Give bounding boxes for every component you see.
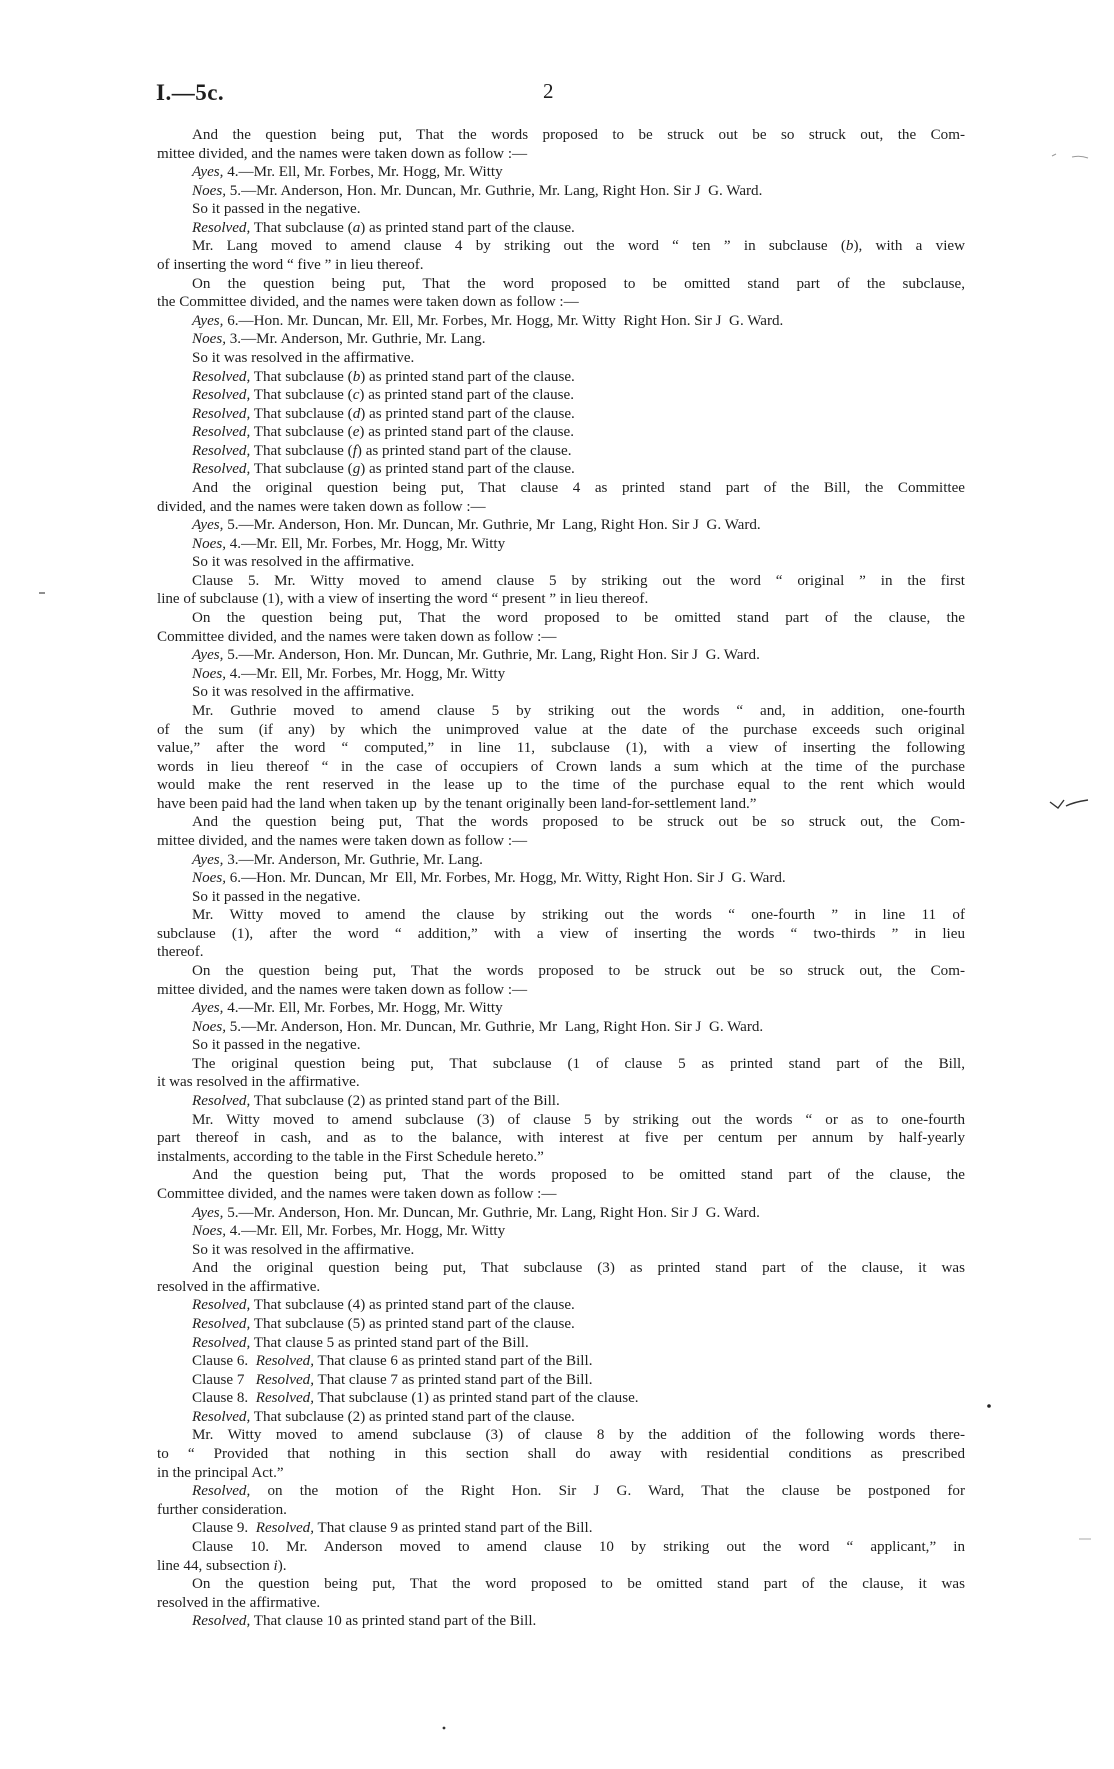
text-segment: And the original question being put, That clause 4 as printed stand part of the Bill, the Committee [192, 479, 965, 496]
text-line [157, 1408, 965, 1427]
left-margin-tick-mark [38, 590, 46, 596]
italic-text-segment: Noes, [192, 870, 226, 887]
minutes-body [157, 126, 965, 1631]
text-segment: Committee divided, and the names were taken down as follow :— [157, 628, 557, 645]
text-line [157, 256, 965, 275]
text-line [157, 1371, 965, 1390]
italic-text-segment: Resolved, [192, 1093, 251, 1110]
italic-text-segment: Ayes, [192, 164, 224, 181]
text-segment: resolved in the affirmative. [157, 1594, 321, 1611]
page-number: 2 [543, 79, 554, 103]
text-segment: The original question being put, That subclause (1 of clause 5 as printed stand part of the Bill, [192, 1055, 965, 1072]
text-segment: subclause (1), after the word “ addition,” with a view of inserting the words “ two-thirds ” in lieu [157, 925, 965, 942]
text-segment: Mr. Witty moved to amend subclause (3) of clause 5 by striking out the words “ or as to one-fourth [192, 1111, 965, 1128]
italic-text-segment: b [352, 368, 361, 385]
italic-text-segment: Resolved, [192, 442, 251, 459]
italic-text-segment: Resolved, [192, 368, 251, 385]
italic-text-segment: Resolved, [192, 1613, 251, 1630]
italic-text-segment: Resolved, [192, 387, 251, 404]
text-segment: 4.—Mr. Ell, Mr. Forbes, Mr. Hogg, Mr. Witty [223, 1000, 503, 1017]
text-segment: it was resolved in the affirmative. [157, 1074, 360, 1091]
text-segment: That subclause ( [250, 387, 353, 404]
text-segment: That subclause (4) as printed stand part of the clause. [250, 1297, 575, 1314]
text-line [157, 1612, 965, 1631]
italic-text-segment: Ayes, [192, 1204, 224, 1221]
text-segment: ). [277, 1557, 287, 1574]
text-segment: Mr. Guthrie moved to amend clause 5 by striking out the words “ and, in addition, one-fourth [192, 702, 965, 719]
text-line [157, 1389, 965, 1408]
text-line [157, 498, 965, 517]
text-segment: 5.—Mr. Anderson, Hon. Mr. Duncan, Mr. Guthrie, Mr. Lang, Right Hon. Sir J G. Ward. [225, 182, 763, 199]
italic-text-segment: Noes, [192, 182, 226, 199]
italic-text-segment: f [352, 442, 357, 459]
text-line [157, 943, 965, 962]
text-line [157, 1073, 965, 1092]
italic-text-segment: Noes, [192, 665, 226, 682]
text-line [157, 312, 965, 331]
text-segment: So it passed in the negative. [192, 888, 361, 905]
text-segment: 6.—Hon. Mr. Duncan, Mr Ell, Mr. Forbes, Mr. Hogg, Mr. Witty, Right Hon. Sir J G. Ward. [225, 870, 786, 887]
text-segment: That subclause ( [250, 461, 353, 478]
text-line [157, 349, 965, 368]
text-segment: resolved in the affirmative. [157, 1278, 321, 1295]
text-segment: That clause 9 as printed stand part of the Bill. [314, 1520, 593, 1537]
italic-text-segment: Noes, [192, 1223, 226, 1240]
text-line [157, 646, 965, 665]
text-segment: to “ Provided that nothing in this section shall do away with residential conditions as prescribed [157, 1446, 965, 1463]
text-line [157, 1204, 965, 1223]
italic-text-segment: d [352, 405, 361, 422]
text-line [157, 832, 965, 851]
italic-text-segment: e [352, 424, 360, 441]
text-line [157, 1278, 965, 1297]
text-segment: On the question being put, That the word proposed to be omitted stand part of the subclause, [192, 275, 965, 292]
text-segment: On the question being put, That the words proposed to be struck out be so struck out, the Com- [192, 963, 965, 980]
text-segment: That clause 10 as printed stand part of the Bill. [250, 1613, 537, 1630]
text-segment: Clause 6. [192, 1353, 256, 1370]
text-segment: That subclause ( [250, 219, 353, 236]
text-line [157, 1129, 965, 1148]
paper-reference: I.—5c. [156, 80, 225, 105]
text-segment: On the question being put, That the word proposed to be omitted stand part of the clause, it was [192, 1576, 965, 1593]
text-line [157, 275, 965, 294]
text-line [157, 739, 965, 758]
text-segment: have been paid had the land when taken up by the tenant originally been land-for-settlement land.” [157, 795, 757, 812]
text-segment: That subclause (2) as printed stand part of the clause. [250, 1408, 575, 1425]
italic-text-segment: c [352, 387, 360, 404]
text-line [157, 1334, 965, 1353]
text-line [157, 1185, 965, 1204]
italic-text-segment: Noes, [192, 1018, 226, 1035]
italic-text-segment: Ayes, [192, 312, 224, 329]
text-segment: And the question being put, That the words proposed to be struck out be so struck out, the Com- [192, 814, 965, 831]
text-line [157, 1222, 965, 1241]
text-segment: Mr. Witty moved to amend the clause by striking out the words “ one-fourth ” in line 11 of [192, 907, 965, 924]
text-line [157, 1501, 965, 1520]
text-line [157, 1055, 965, 1074]
italic-text-segment: Noes, [192, 331, 226, 348]
margin-scribble-mark [1050, 148, 1090, 162]
text-segment: line of subclause (1), with a view of inserting the word “ present ” in lieu thereof. [157, 591, 649, 608]
text-line [157, 851, 965, 870]
text-line [157, 1092, 965, 1111]
text-line [157, 665, 965, 684]
text-line [157, 795, 965, 814]
text-line [157, 1519, 965, 1538]
margin-check-mark [1048, 796, 1090, 814]
text-line [157, 609, 965, 628]
text-line [157, 1464, 965, 1483]
italic-text-segment: Resolved, [192, 424, 251, 441]
text-line [157, 1259, 965, 1278]
text-segment: 3.—Mr. Anderson, Mr. Guthrie, Mr. Lang. [225, 331, 486, 348]
italic-text-segment: Ayes, [192, 851, 224, 868]
text-segment: ) as printed stand part of the clause. [359, 424, 574, 441]
text-segment: the Committee divided, and the names were taken down as follow :— [157, 294, 579, 311]
text-line [157, 479, 965, 498]
text-segment: ) as printed stand part of the clause. [356, 442, 572, 459]
text-line [157, 1445, 965, 1464]
text-segment: instalments, according to the table in the First Schedule hereto.” [157, 1148, 544, 1165]
text-line [157, 145, 965, 164]
text-segment: That clause 7 as printed stand part of the Bill. [314, 1371, 593, 1388]
text-segment: of inserting the word “ five ” in lieu thereof. [157, 257, 424, 274]
text-segment: And the question being put, That the words proposed to be omitted stand part of the clause, the [192, 1167, 965, 1184]
italic-text-segment: Ayes, [192, 1000, 224, 1017]
margin-dot-mark [986, 1403, 992, 1409]
text-line [157, 442, 965, 461]
text-segment: of the sum (if any) by which the unimproved value at the date of the purchase exceeds such original [157, 721, 965, 738]
text-segment: further consideration. [157, 1501, 287, 1518]
text-segment: on the motion of the Right Hon. Sir J G. Ward, That the clause be postponed for [250, 1483, 965, 1500]
italic-text-segment: Resolved, [255, 1390, 314, 1407]
text-segment: That subclause ( [250, 368, 353, 385]
text-segment: would make the rent reserved in the lease up to the time of the purchase equal to the rent which would [157, 777, 965, 794]
text-segment: So it was resolved in the affirmative. [192, 1241, 415, 1258]
text-segment: 5.—Mr. Anderson, Hon. Mr. Duncan, Mr. Guthrie, Mr Lang, Right Hon. Sir J G. Ward. [225, 1018, 764, 1035]
text-line [157, 1575, 965, 1594]
text-segment: Clause 5. Mr. Witty moved to amend clause 5 by striking out the word “ original ” in the first [192, 572, 965, 589]
text-segment: That subclause ( [250, 442, 353, 459]
text-segment: ) as printed stand part of the clause. [360, 405, 575, 422]
text-line [157, 293, 965, 312]
text-line [157, 386, 965, 405]
italic-text-segment: b [845, 238, 854, 255]
text-segment: So it passed in the negative. [192, 1037, 361, 1054]
italic-text-segment: Resolved, [192, 1316, 251, 1332]
text-line [157, 460, 965, 479]
text-line [157, 237, 965, 256]
italic-text-segment: Resolved, [255, 1353, 314, 1370]
text-line [157, 1018, 965, 1037]
text-line [157, 721, 965, 740]
text-segment: ) as printed stand part of the clause. [360, 461, 575, 478]
text-line [157, 535, 965, 554]
text-segment: 3.—Mr. Anderson, Mr. Guthrie, Mr. Lang. [223, 851, 483, 868]
text-segment: So it was resolved in the affirmative. [192, 684, 415, 701]
text-line [157, 330, 965, 349]
text-segment: thereof. [157, 944, 204, 961]
italic-text-segment: i [273, 1557, 278, 1574]
text-line [157, 1594, 965, 1613]
text-line [157, 1241, 965, 1260]
italic-text-segment: Noes, [192, 535, 226, 552]
text-segment: And the original question being put, That subclause (3) as printed stand part of the clause, it was [192, 1260, 965, 1277]
text-segment: That clause 6 as printed stand part of the Bill. [314, 1353, 593, 1370]
italic-text-segment: Resolved, [255, 1520, 314, 1537]
footer-dot-mark [441, 1725, 447, 1731]
text-segment: mittee divided, and the names were taken down as follow :— [157, 832, 528, 849]
text-line [157, 1538, 965, 1557]
italic-text-segment: Resolved, [192, 1297, 251, 1314]
text-segment: 5.—Mr. Anderson, Hon. Mr. Duncan, Mr. Guthrie, Mr Lang, Right Hon. Sir J G. Ward. [223, 517, 761, 534]
text-line [157, 1557, 965, 1576]
text-segment: That subclause ( [250, 405, 353, 422]
text-segment: Committee divided, and the names were taken down as follow :— [157, 1185, 557, 1202]
text-segment: On the question being put, That the word proposed to be omitted stand part of the clause, the [192, 610, 965, 627]
text-segment: line 44, subsection [157, 1557, 274, 1574]
text-line [157, 182, 965, 201]
text-segment: 4.—Mr. Ell, Mr. Forbes, Mr. Hogg, Mr. Witty [225, 535, 506, 552]
text-line [157, 758, 965, 777]
text-segment: mittee divided, and the names were taken down as follow :— [157, 145, 528, 162]
text-line [157, 1111, 965, 1130]
text-segment: words in lieu thereof “ in the case of occupiers of Crown lands a sum which at the time of the purchase [157, 758, 965, 775]
text-line [157, 906, 965, 925]
text-segment: That subclause (2) as printed stand part of the Bill. [250, 1093, 560, 1110]
italic-text-segment: Resolved, [192, 461, 251, 478]
text-segment: Clause 9. [192, 1520, 256, 1537]
text-segment: And the question being put, That the words proposed to be struck out be so struck out, the Com- [192, 127, 965, 143]
text-segment: 4.—Mr. Ell, Mr. Forbes, Mr. Hogg, Mr. Witty [225, 1223, 506, 1240]
italic-text-segment: g [352, 461, 361, 478]
text-segment: That subclause (1) as printed stand part of the clause. [314, 1390, 639, 1407]
text-segment: 4.—Mr. Ell, Mr. Forbes, Mr. Hogg, Mr. Witty [225, 665, 506, 682]
text-segment: ) as printed stand part of the clause. [360, 368, 575, 385]
text-segment: So it passed in the negative. [192, 201, 361, 218]
text-line [157, 962, 965, 981]
text-line [157, 1148, 965, 1167]
text-segment: 6.—Hon. Mr. Duncan, Mr. Ell, Mr. Forbes, Mr. Hogg, Mr. Witty Right Hon. Sir J G. Ward. [223, 312, 784, 329]
italic-text-segment: a [352, 219, 361, 236]
text-line [157, 925, 965, 944]
text-line [157, 628, 965, 647]
text-segment: in the principal Act.” [157, 1464, 284, 1481]
italic-text-segment: Resolved, [255, 1371, 314, 1388]
text-line [157, 219, 965, 238]
text-line [157, 813, 965, 832]
text-line [157, 1036, 965, 1055]
text-line [157, 776, 965, 795]
text-line [157, 1166, 965, 1185]
text-segment: ) as printed stand part of the clause. [360, 219, 575, 236]
text-segment: 4.—Mr. Ell, Mr. Forbes, Mr. Hogg, Mr. Witty [223, 164, 503, 181]
text-segment: ), with a view [853, 238, 965, 255]
text-segment: So it was resolved in the affirmative. [192, 349, 415, 366]
text-segment: mittee divided, and the names were taken down as follow :— [157, 981, 528, 998]
italic-text-segment: Resolved, [192, 1334, 251, 1351]
italic-text-segment: Resolved, [192, 405, 251, 422]
text-segment: ) as printed stand part of the clause. [359, 387, 574, 404]
text-line [157, 683, 965, 702]
text-line [157, 888, 965, 907]
italic-text-segment: Ayes, [192, 647, 224, 664]
text-line [157, 163, 965, 182]
text-segment: 5.—Mr. Anderson, Hon. Mr. Duncan, Mr. Guthrie, Mr. Lang, Right Hon. Sir J G. Ward. [223, 647, 760, 664]
italic-text-segment: Resolved, [192, 1483, 251, 1500]
text-segment: Clause 10. Mr. Anderson moved to amend clause 10 by striking out the word “ applicant,” in [192, 1538, 965, 1555]
text-segment: divided, and the names were taken down as follow :— [157, 498, 486, 515]
text-line [157, 405, 965, 424]
italic-text-segment: Resolved, [192, 219, 251, 236]
text-line [157, 423, 965, 442]
margin-dash-mark [1078, 1536, 1092, 1542]
text-line [157, 553, 965, 572]
italic-text-segment: Resolved, [192, 1408, 251, 1425]
text-segment: That subclause ( [250, 424, 353, 441]
text-segment: Mr. Witty moved to amend subclause (3) of clause 8 by the addition of the following words there- [192, 1427, 965, 1444]
text-segment: Clause 8. [192, 1390, 256, 1407]
text-line [157, 702, 965, 721]
text-segment: part thereof in cash, and as to the balance, with interest at five per centum per annum by half-yearly [157, 1130, 965, 1147]
text-line [157, 572, 965, 591]
text-segment: 5.—Mr. Anderson, Hon. Mr. Duncan, Mr. Guthrie, Mr. Lang, Right Hon. Sir J G. Ward. [223, 1204, 760, 1221]
text-segment: Clause 7 [192, 1371, 256, 1388]
text-line [157, 1482, 965, 1501]
text-line [157, 869, 965, 888]
text-line [157, 126, 965, 145]
text-line [157, 1352, 965, 1371]
text-segment: value,” after the word “ computed,” in line 11, subclause (1), with a view of inserting the following [157, 740, 965, 757]
text-line [157, 368, 965, 387]
text-segment: So it was resolved in the affirmative. [192, 554, 415, 571]
text-line [157, 590, 965, 609]
text-line [157, 981, 965, 1000]
text-line [157, 1426, 965, 1445]
text-line [157, 516, 965, 535]
text-segment: That clause 5 as printed stand part of the Bill. [250, 1334, 529, 1351]
text-line [157, 1315, 965, 1334]
text-segment: Mr. Lang moved to amend clause 4 by striking out the word “ ten ” in subclause ( [192, 238, 846, 255]
text-line [157, 1296, 965, 1315]
text-line [157, 999, 965, 1018]
text-segment: That subclause (5) as printed stand part of the clause. [250, 1316, 575, 1332]
italic-text-segment: Ayes, [192, 517, 224, 534]
text-line [157, 200, 965, 219]
